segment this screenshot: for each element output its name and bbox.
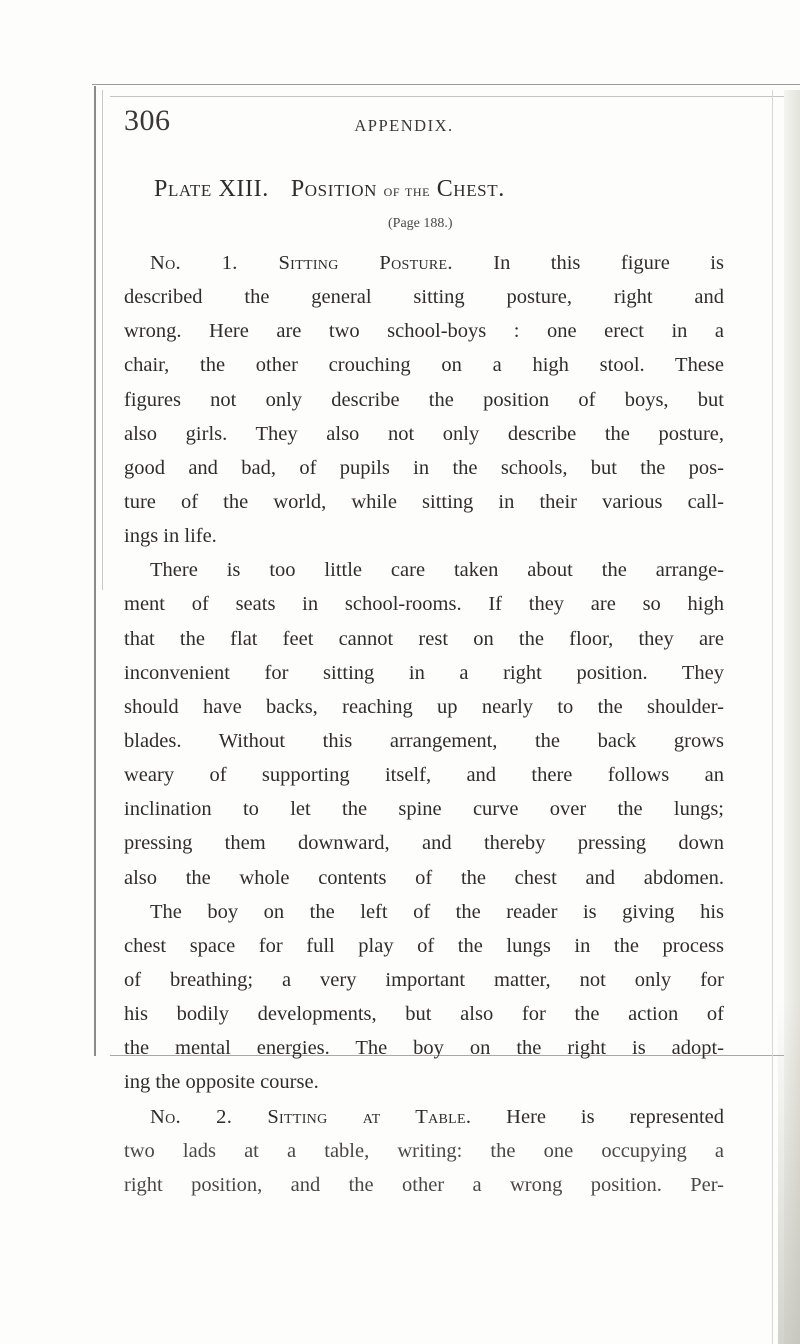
text-line: [124, 314, 724, 348]
line-text: ment of seats in school-rooms. If they are so high: [124, 593, 724, 616]
text-line: [124, 587, 724, 621]
plate-title: [154, 176, 714, 203]
line-text: The boy on the left of the reader is giving his: [150, 900, 724, 923]
text-line: [124, 383, 724, 417]
line-text: also girls. They also not only describe the posture,: [124, 422, 724, 445]
text-line: [124, 451, 724, 485]
line-text: that the flat feet cannot rest on the floor, they are: [124, 627, 724, 650]
line-text: should have backs, reaching up nearly to the shoulder-: [124, 695, 724, 718]
text-line: [124, 519, 724, 553]
text-line: [124, 622, 724, 656]
text-line: [124, 690, 724, 724]
text-line: [124, 963, 724, 997]
line-text: of breathing; a very important matter, not only for: [124, 968, 724, 991]
section-heading: No. 2. Sitting at Table.: [150, 1105, 472, 1128]
text-line: [124, 1100, 724, 1134]
line-text: pressing them downward, and thereby pressing down: [124, 832, 724, 855]
line-text: also the whole contents of the chest and abdomen.: [124, 866, 724, 889]
line-text: right position, and the other a wrong position. Per-: [124, 1173, 724, 1196]
page-gutter-line: [94, 86, 96, 1056]
scan-frame-top-inner: [110, 96, 800, 97]
text-line: [124, 895, 724, 929]
text-line: [124, 826, 724, 860]
plate-title-of: of the: [383, 181, 431, 200]
line-text: good and bad, of pupils in the schools, but the pos-: [124, 456, 724, 479]
body-text: [124, 246, 724, 1202]
text-line: [124, 792, 724, 826]
text-line: [124, 861, 724, 895]
page-gutter-line-inner: [102, 90, 103, 590]
scan-frame-top: [92, 84, 800, 85]
text-line: [124, 280, 724, 314]
line-text: chair, the other crouching on a high stool. These: [124, 354, 724, 377]
text-line: [124, 348, 724, 382]
section-heading: No. 1. Sitting Posture.: [150, 252, 453, 274]
text-line: [124, 758, 724, 792]
text-line: [124, 997, 724, 1031]
text-line: [124, 656, 724, 690]
line-text: wrong. Here are two school-boys : one erect in a: [124, 320, 724, 343]
line-text: the mental energies. The boy on the right is adopt-: [124, 1037, 724, 1060]
plate-title-plate: Plate XIII.: [154, 176, 269, 202]
running-head: APPENDIX.: [354, 116, 454, 135]
text-line: [124, 553, 724, 587]
text-line: [124, 1031, 724, 1065]
text-line: [124, 246, 724, 280]
line-text: weary of supporting itself, and there follows an: [124, 764, 724, 787]
line-text: ture of the world, while sitting in their various call-: [124, 490, 724, 513]
page-corner-smudge: [778, 1000, 800, 1344]
page-number: 306: [124, 104, 171, 137]
text-line: [124, 929, 724, 963]
line-text: In this figure is: [452, 252, 724, 274]
line-text: described the general sitting posture, right and: [124, 286, 724, 309]
line-text: ing the opposite course.: [124, 1071, 319, 1094]
line-text: his bodily developments, but also for the action of: [124, 1003, 724, 1026]
line-text: Here is represented: [471, 1105, 724, 1128]
line-text: There is too little care taken about the arrange-: [150, 559, 724, 582]
line-text: two lads at a table, writing: the one occupying a: [124, 1139, 724, 1162]
line-text: chest space for full play of the lungs in the process: [124, 934, 724, 957]
line-text: inclination to let the spine curve over the lungs;: [124, 798, 724, 821]
plate-title-chest: Chest.: [436, 176, 505, 202]
line-text: ings in life.: [124, 525, 217, 548]
page-reference: (Page 188.): [388, 216, 453, 231]
page-edge-line: [772, 90, 773, 1344]
plate-title-position: Position: [290, 176, 377, 202]
text-line: [124, 724, 724, 758]
text-line: [124, 1168, 724, 1202]
text-line: [124, 1134, 724, 1168]
line-text: blades. Without this arrangement, the back grows: [124, 729, 724, 752]
line-text: inconvenient for sitting in a right position. They: [124, 661, 724, 684]
text-line: [124, 417, 724, 451]
line-text: figures not only describe the position of boys, but: [124, 388, 724, 411]
text-line: [124, 485, 724, 519]
text-line: [124, 1065, 724, 1099]
